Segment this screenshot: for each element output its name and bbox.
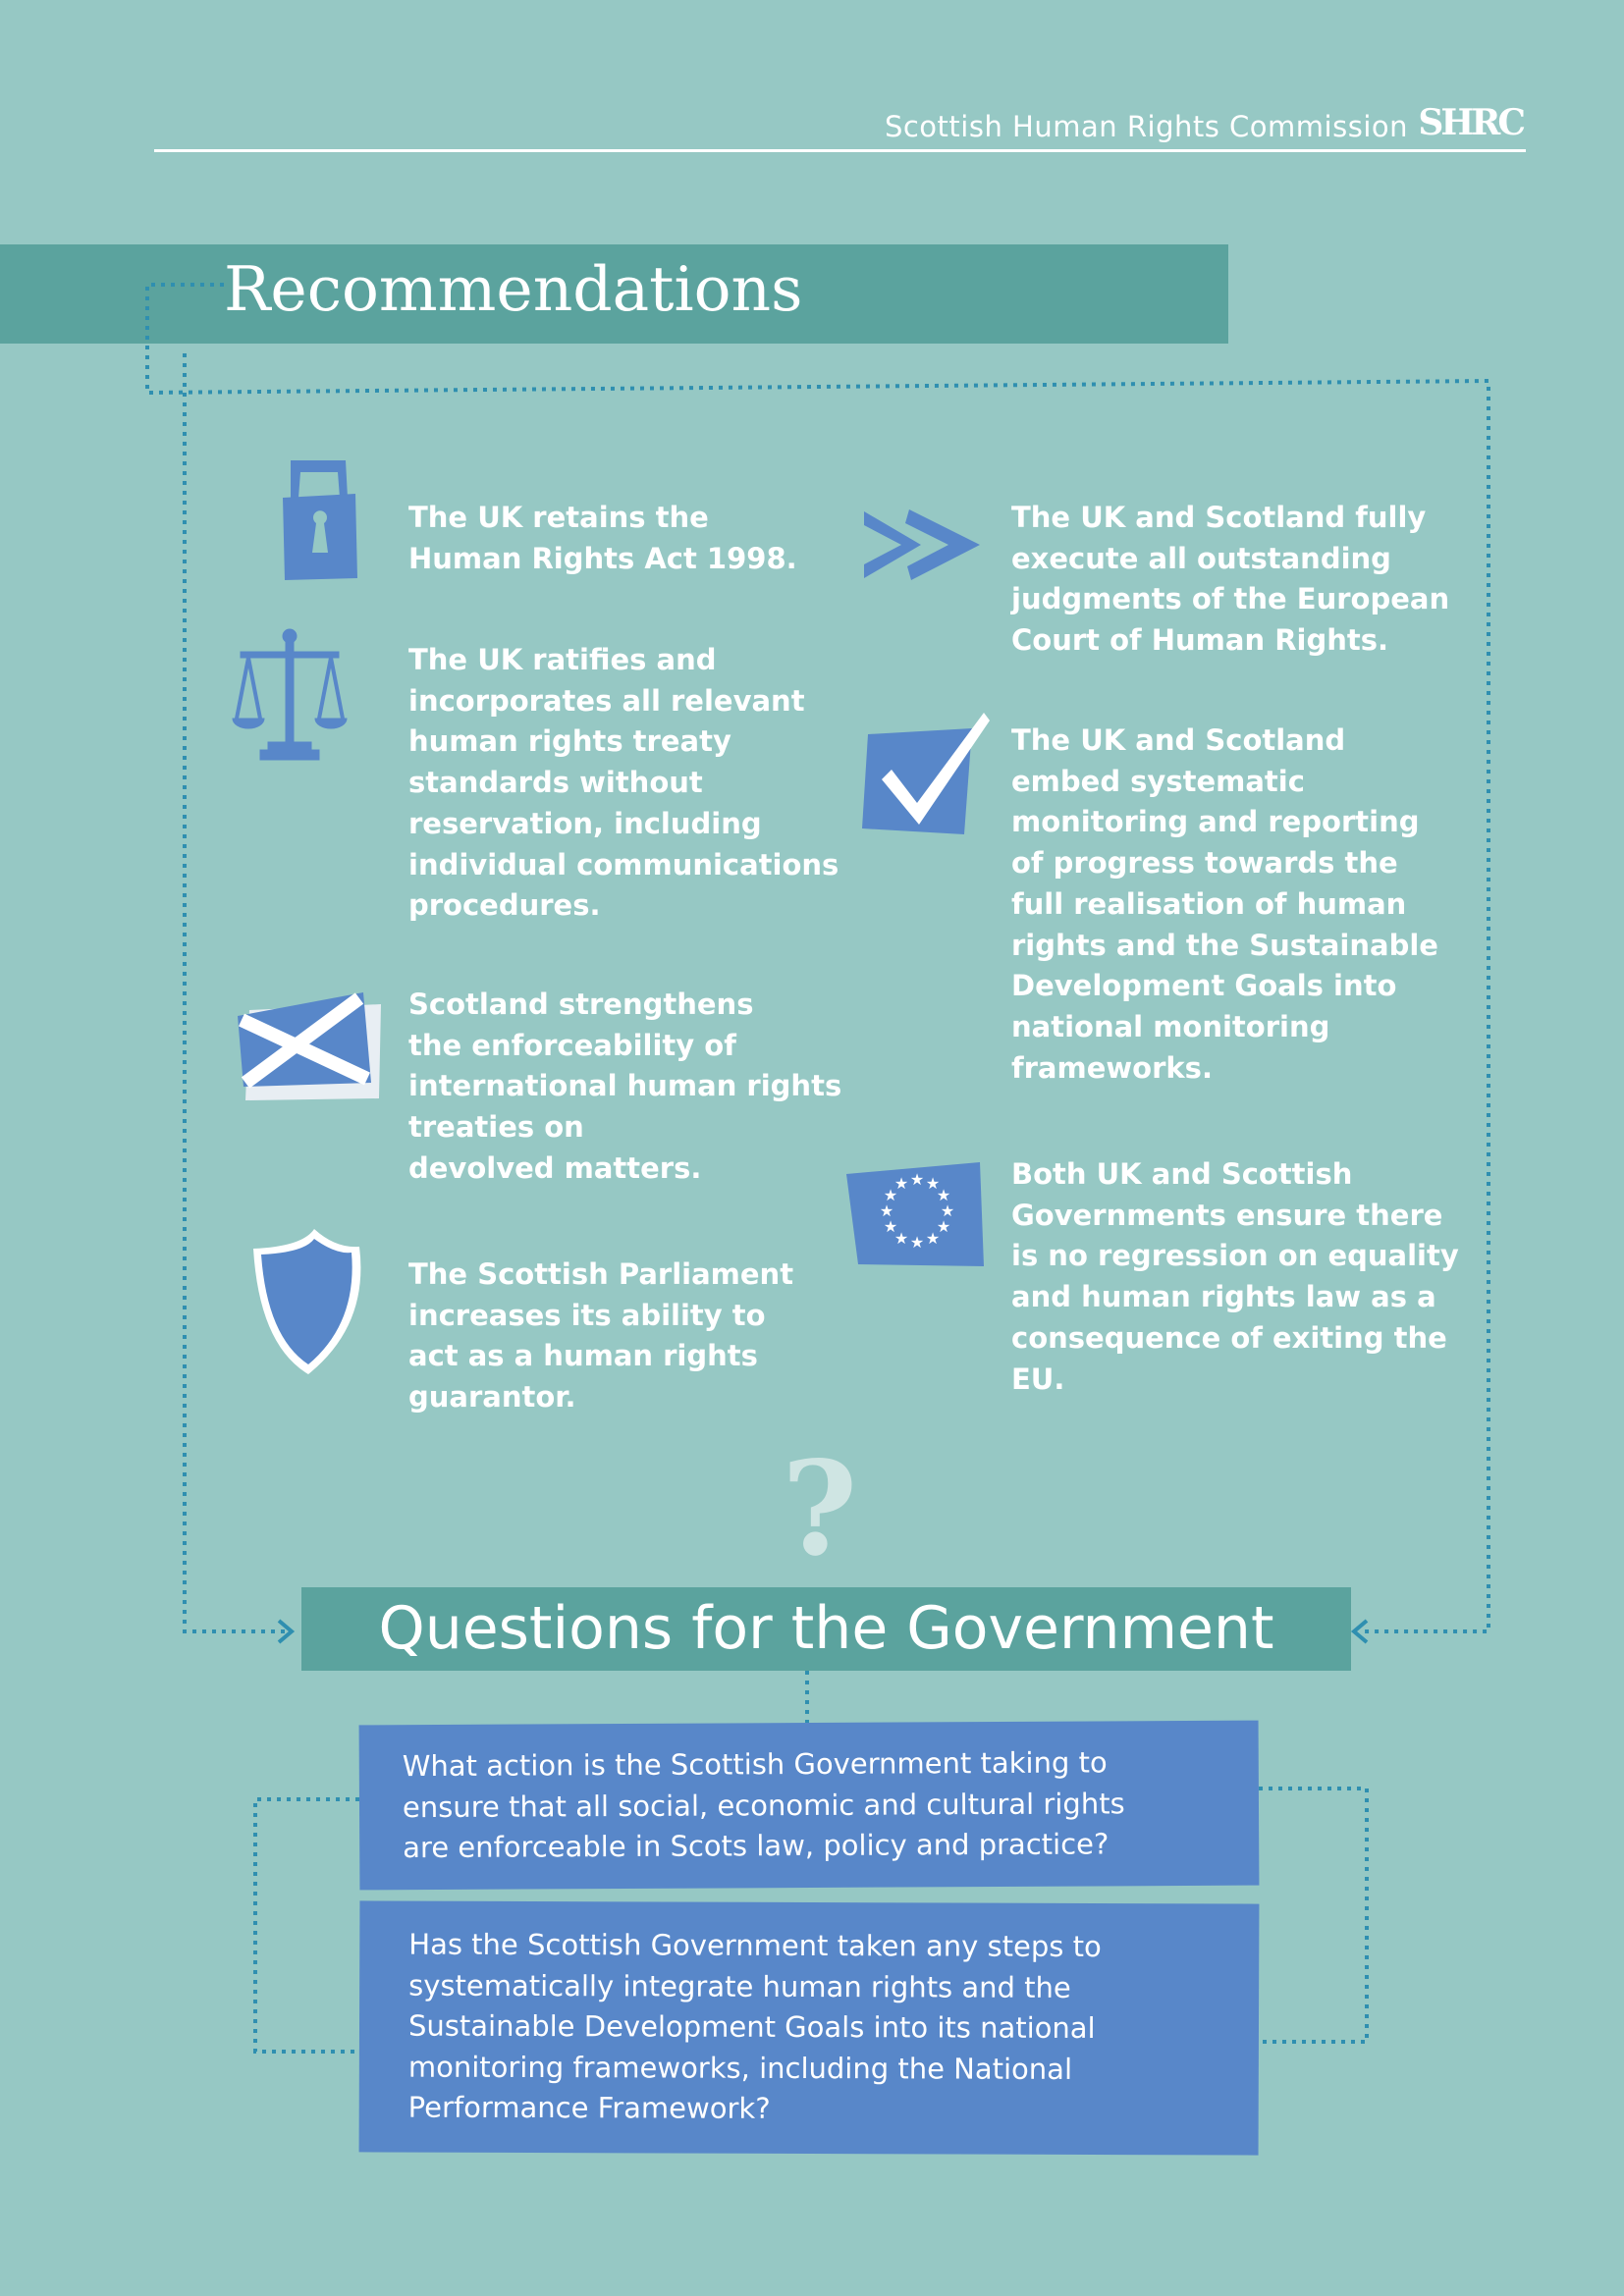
svg-text:★: ★ <box>940 1201 955 1220</box>
svg-text:★: ★ <box>893 1229 909 1248</box>
recommendation-text: The UK and Scotland embed systematic monitoring and reporting of progress towards the full realisation of human rights and the Sustainable Development Goals into national monitoring frameworks. <box>1011 723 1438 1085</box>
question-text: Has the Scottish Government taken any steps to systematically integrate human rights and the Sustainable Development Goals into its national monitoring frameworks, including the National Performance Framework? <box>407 1927 1102 2125</box>
saltire-flag-icon <box>236 992 383 1102</box>
svg-text:★: ★ <box>893 1174 909 1193</box>
recommendation-text: The Scottish Parliament increases its ability to act as a human rights guarantor. <box>408 1257 794 1415</box>
svg-text:★: ★ <box>909 1170 925 1189</box>
svg-text:★: ★ <box>925 1229 941 1248</box>
svg-text:★: ★ <box>936 1186 951 1204</box>
question-box <box>359 1721 1260 1891</box>
eu-flag-icon <box>846 1162 984 1270</box>
recommendations-title: Recommendations <box>224 253 803 325</box>
svg-text:★: ★ <box>879 1201 894 1220</box>
questions-title: Questions for the Government <box>378 1594 1274 1663</box>
svg-text:★: ★ <box>883 1186 898 1204</box>
svg-text:★: ★ <box>909 1233 925 1252</box>
svg-text:★: ★ <box>883 1217 898 1236</box>
shield-icon <box>245 1227 363 1376</box>
recommendation-text: The UK ratifies and incorporates all relevant human rights treaty standards without reservation, including individual communications procedures. <box>408 643 839 923</box>
checkbox-tick-icon <box>862 709 990 838</box>
padlock-icon <box>281 458 359 581</box>
question-box <box>359 1900 1260 2155</box>
question-mark-icon: ? <box>782 1433 858 1585</box>
shrc-logo: SHRC <box>1418 102 1523 143</box>
recommendation-text: The UK and Scotland fully execute all outstanding judgments of the European Court of Human Rights. <box>1011 501 1450 658</box>
question-text: What action is the Scottish Government taking to ensure that all social, economic and cultural rights are enforceable in Scots law, policy and practice? <box>402 1745 1125 1865</box>
recommendation-text: Both UK and Scottish Governments ensure there is no regression on equality and human rights law as a consequence of exiting the EU. <box>1011 1157 1459 1396</box>
svg-text:★: ★ <box>925 1174 941 1193</box>
svg-text:★: ★ <box>936 1217 951 1236</box>
organisation-name: Scottish Human Rights Commission <box>884 110 1408 143</box>
double-chevron-icon <box>864 507 984 582</box>
recommendation-text: Scotland strengthens the enforceability of international human rights treaties on devolved matters. <box>408 988 842 1185</box>
scales-of-justice-icon <box>233 628 347 766</box>
recommendation-text: The UK retains the Human Rights Act 1998. <box>408 501 797 575</box>
